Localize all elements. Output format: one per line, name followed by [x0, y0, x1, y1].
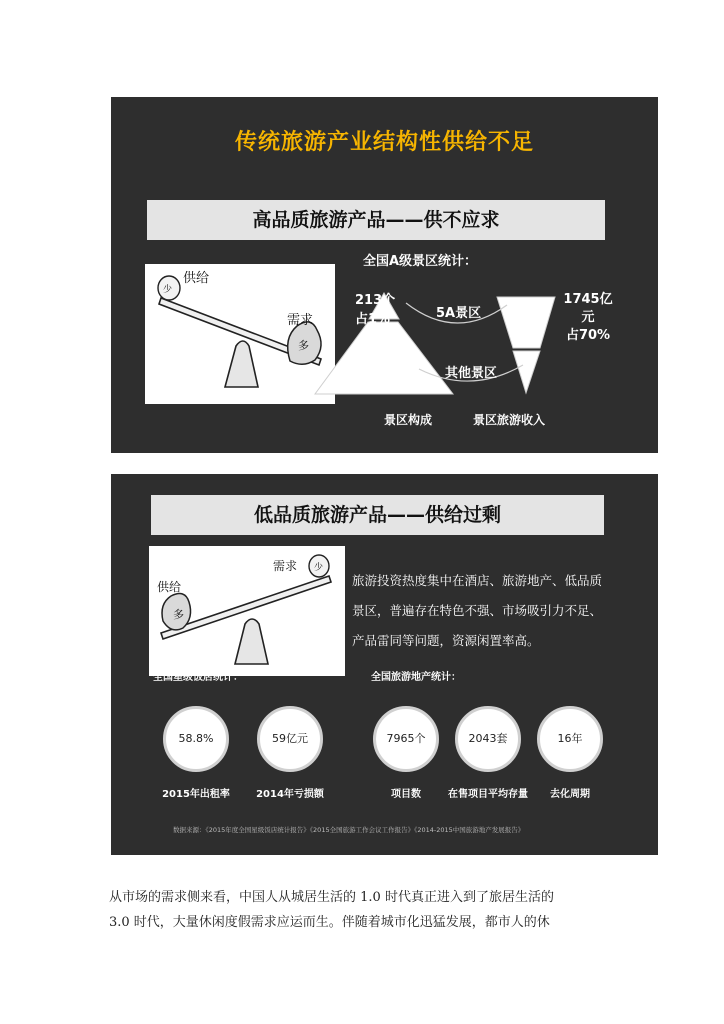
avg-inventory-label: 在售项目平均存量	[448, 789, 528, 800]
seesaw-drawing-2	[149, 546, 345, 676]
hotel-stats-heading: 全国星级饭店统计：	[153, 672, 243, 683]
destocking-cycle-circle: 16年	[537, 706, 603, 772]
5a-count: 213个	[355, 293, 396, 308]
occupancy-rate-label: 2015年出租率	[162, 789, 230, 800]
5a-revenue-value	[557, 291, 619, 345]
avg-inventory-circle: 2043套	[455, 706, 521, 772]
5a-revenue: 1745亿	[563, 292, 613, 307]
axis-label-revenue: 景区旅游收入	[473, 413, 546, 427]
project-count-circle: 7965个	[373, 706, 439, 772]
loss-amount-label: 2014年亏损额	[256, 789, 324, 800]
5a-count-value	[355, 291, 415, 329]
5a-revenue-share: 占70%	[565, 328, 611, 343]
label-5a-scenic: 5A景区	[436, 306, 482, 321]
small-mark-text-2: 少	[314, 563, 324, 573]
label-other-scenic: 其他景区	[445, 366, 498, 381]
seesaw-illustration-2	[149, 546, 345, 676]
body-paragraph-line-2: 3.0 时代，大量休闲度假需求应运而生。伴随着城市化迅猛发展，都市人的休	[109, 915, 550, 930]
data-source-note: 数据来源：《2015年度全国星级饭店统计报告》《2015全国旅游工作会议工作报告》《2014-2015中国旅游地产发展报告》	[173, 826, 525, 834]
body-paragraph-line-1: 从市场的需求侧来看，中国人从城居生活的 1.0 时代真正进入到了旅居生活的	[109, 890, 554, 905]
loss-amount-circle: 59亿元	[257, 706, 323, 772]
oversupply-panel	[111, 474, 658, 855]
small-mark-text: 少	[163, 285, 173, 295]
supply-label: 供给	[183, 271, 210, 286]
low-quality-banner: 低品质旅游产品——供给过剩	[151, 495, 604, 535]
supply-shortage-panel	[111, 97, 658, 453]
scenic-stats-heading: 全国A级景区统计：	[363, 254, 478, 269]
axis-label-composition: 景区构成	[384, 413, 433, 427]
oversupply-description: 旅游投资热度集中在酒店、旅游地产、低品质景区，普遍存在特色不强、市场吸引力不足、产品雷同等问题，资源闲置率高。	[352, 573, 603, 648]
panel-main-title: 传统旅游产业结构性供给不足	[234, 130, 534, 155]
destocking-cycle-label: 去化周期	[550, 789, 590, 800]
large-mark-text: 多	[298, 339, 309, 352]
project-count-label: 项目数	[391, 789, 421, 800]
demand-label: 需求	[287, 313, 314, 328]
large-mark-text-2: 多	[173, 608, 184, 621]
realestate-stats-heading: 全国旅游地产统计：	[371, 672, 461, 683]
scenic-triangle-chart	[111, 97, 658, 453]
high-quality-banner: 高品质旅游产品——供不应求	[147, 200, 605, 240]
supply-label-2: 供给	[157, 580, 182, 594]
5a-count-share: 占1%	[355, 312, 391, 327]
5a-revenue-unit: 元	[581, 310, 595, 325]
occupancy-rate-circle: 58.8%	[163, 706, 229, 772]
demand-label-2: 需求	[273, 559, 298, 573]
